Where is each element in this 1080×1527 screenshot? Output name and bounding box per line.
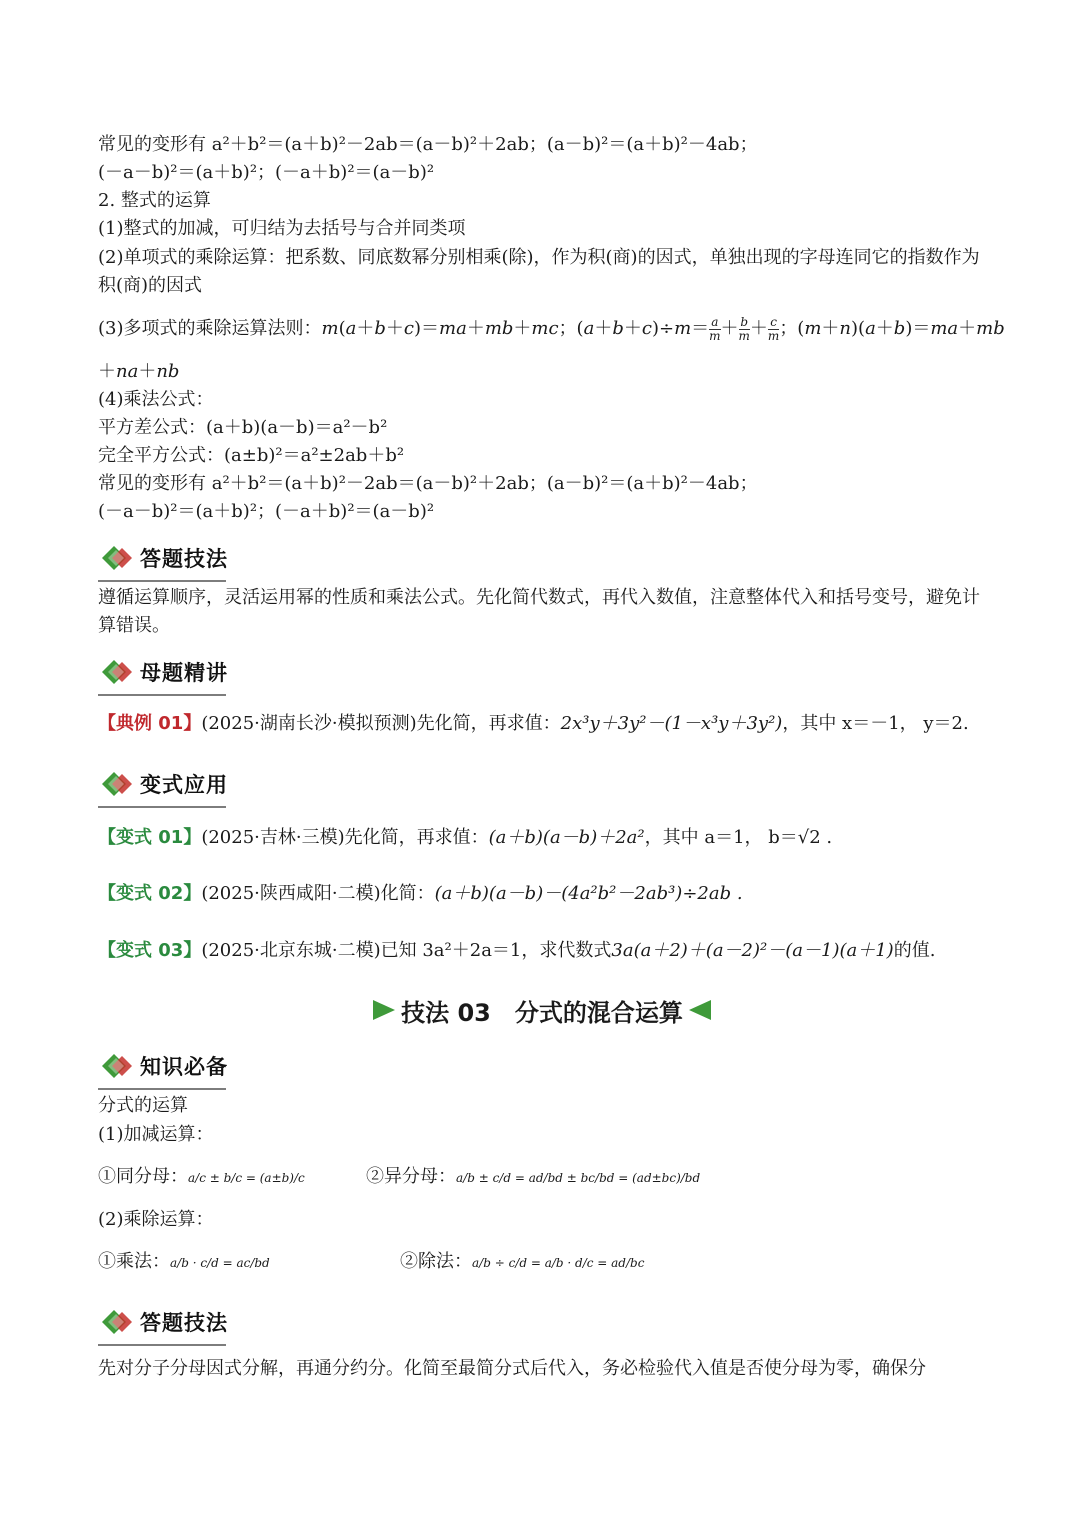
- variant-condition: 的值.: [893, 940, 936, 961]
- section-heading: [98, 764, 228, 804]
- rule-prefix: (3)多项式的乘除运算法则：m(a＋b＋c)＝ma＋mb＋mc；(a＋b＋c)÷m＝: [98, 318, 710, 339]
- multiplication-rule: [98, 1248, 270, 1277]
- technique-title-text: 技法 03 分式的混合运算: [401, 998, 683, 1027]
- heading-underline: [98, 1344, 226, 1346]
- text-line: (－a－b)²＝(a＋b)²；(－a＋b)²＝(a－b)²: [98, 501, 435, 522]
- rule-formula: a/b ± c/d = ad/bd ± bc/bd = (ad±bc)/bd: [456, 1171, 701, 1185]
- heading-text: 答题技法: [140, 547, 228, 571]
- text-line: (1)加减运算：: [98, 1124, 214, 1145]
- variant-problem: [98, 880, 743, 908]
- variant-text: 先化简，再求值：: [344, 827, 489, 848]
- heading-underline: [98, 694, 226, 696]
- rule-formula: a/b · c/d = ac/bd: [170, 1256, 270, 1270]
- example-tag: 【典例 01】: [98, 713, 202, 734]
- tips-paragraph: 遵循运算顺序，灵活运用幂的性质和乘法公式。先化简代数式，再代入数值，注意整体代入和括号变号，避免计算错误。: [98, 587, 980, 636]
- section-heading: [98, 538, 228, 578]
- document-page: [98, 0, 1005, 1527]
- text-line: ＋na＋nb: [98, 361, 180, 382]
- heading-underline: [98, 806, 226, 808]
- example-condition: ，其中 x＝－1， y＝2.: [782, 713, 969, 734]
- variant-source: (2025·北京东城·二模): [201, 940, 381, 961]
- variant-problem: [98, 824, 832, 852]
- variant-expression: (a＋b)(a－b)－(4a²b²－2ab³)÷2ab .: [434, 883, 743, 904]
- diamond-icon: [98, 542, 138, 574]
- arrow-right-icon: [373, 1000, 395, 1020]
- diamond-icon: [98, 768, 138, 800]
- heading-text: 母题精讲: [140, 661, 228, 685]
- variant-condition: ，其中 a＝1， b＝√2 .: [644, 827, 833, 848]
- variant-text: 化简：: [380, 883, 435, 904]
- diamond-icon: [98, 1306, 138, 1338]
- example-problem: [98, 710, 969, 738]
- rule-formula: a/b ÷ c/d = a/b · d/c = ad/bc: [472, 1256, 645, 1270]
- variant-tag: 【变式 01】: [98, 827, 202, 848]
- technique-title: [98, 990, 986, 1030]
- text-line: 常见的变形有 a²＋b²＝(a＋b)²－2ab＝(a－b)²＋2ab；(a－b)²＝(a＋b)²－4ab；: [98, 473, 758, 494]
- example-expression: 2x³y＋3y²－(1－x³y＋3y²): [560, 713, 783, 734]
- section-heading: [98, 1302, 228, 1342]
- variant-tag: 【变式 02】: [98, 883, 202, 904]
- rule-formula: a/c ± b/c = (a±b)/c: [188, 1171, 305, 1185]
- text-line: (4)乘法公式：: [98, 389, 214, 410]
- text-line: 常见的变形有 a²＋b²＝(a＋b)²－2ab＝(a－b)²＋2ab；(a－b)²＝(a＋b)²－4ab；: [98, 134, 758, 155]
- text-line: 2. 整式的运算: [98, 190, 211, 211]
- tips-paragraph: 先对分子分母因式分解，再通分约分。化简至最简分式后代入，务必检验代入值是否使分母为零，确保分: [98, 1358, 926, 1379]
- heading-text: 答题技法: [140, 1311, 228, 1335]
- text-line: (－a－b)²＝(a＋b)²；(－a＋b)²＝(a－b)²: [98, 162, 435, 183]
- variant-text: 已知 3a²＋2a＝1，求代数式: [380, 940, 612, 961]
- text-line: (2)乘除运算：: [98, 1209, 214, 1230]
- different-denominator-rule: [366, 1163, 700, 1192]
- rule-label: ②异分母：: [366, 1166, 456, 1187]
- section-heading: [98, 1046, 228, 1086]
- rule-label: ①乘法：: [98, 1251, 170, 1272]
- same-denominator-rule: [98, 1163, 305, 1192]
- section-heading: [98, 652, 228, 692]
- text-line: (1)整式的加减，可归结为去括号与合并同类项: [98, 218, 466, 239]
- polynomial-rule-line: (3)多项式的乘除运算法则：m(a＋b＋c)＝ma＋mb＋mc；(a＋b＋c)÷m＝ $\frac{a}{m}$ ＋ $\frac{b}{m}$ ＋ $\frac{c}{m}$ ；(m＋n)(a＋b)＝ma＋mb: [98, 314, 1005, 343]
- heading-underline: [98, 580, 226, 582]
- text-line: 分式的运算: [98, 1095, 188, 1116]
- rule-label: ①同分母：: [98, 1166, 188, 1187]
- variant-expression: (a＋b)(a－b)＋2a²: [488, 827, 645, 848]
- example-source: (2025·湖南长沙·模拟预测): [201, 713, 417, 734]
- variant-source: (2025·吉林·三模): [201, 827, 345, 848]
- heading-text: 知识必备: [140, 1055, 228, 1079]
- arrow-left-icon: [689, 1000, 711, 1020]
- heading-text: 变式应用: [140, 773, 228, 797]
- diamond-icon: [98, 656, 138, 688]
- example-text: 先化简，再求值：: [416, 713, 561, 734]
- variant-problem: [98, 937, 935, 965]
- diamond-icon: [98, 1050, 138, 1082]
- variant-tag: 【变式 03】: [98, 940, 202, 961]
- rule-label: ②除法：: [400, 1251, 472, 1272]
- variant-expression: 3a(a＋2)＋(a－2)²－(a－1)(a＋1): [611, 940, 894, 961]
- division-rule: [400, 1248, 644, 1277]
- text-paragraph: (2)单项式的乘除运算：把系数、同底数幂分别相乘(除)，作为积(商)的因式，单独出现的字母连同它的指数作为积(商)的因式: [98, 247, 980, 296]
- text-line: 完全平方公式：(a±b)²＝a²±2ab＋b²: [98, 445, 405, 466]
- variant-source: (2025·陕西咸阳·二模): [201, 883, 381, 904]
- text-line: 平方差公式：(a＋b)(a－b)＝a²－b²: [98, 417, 388, 438]
- heading-underline: [98, 1088, 226, 1090]
